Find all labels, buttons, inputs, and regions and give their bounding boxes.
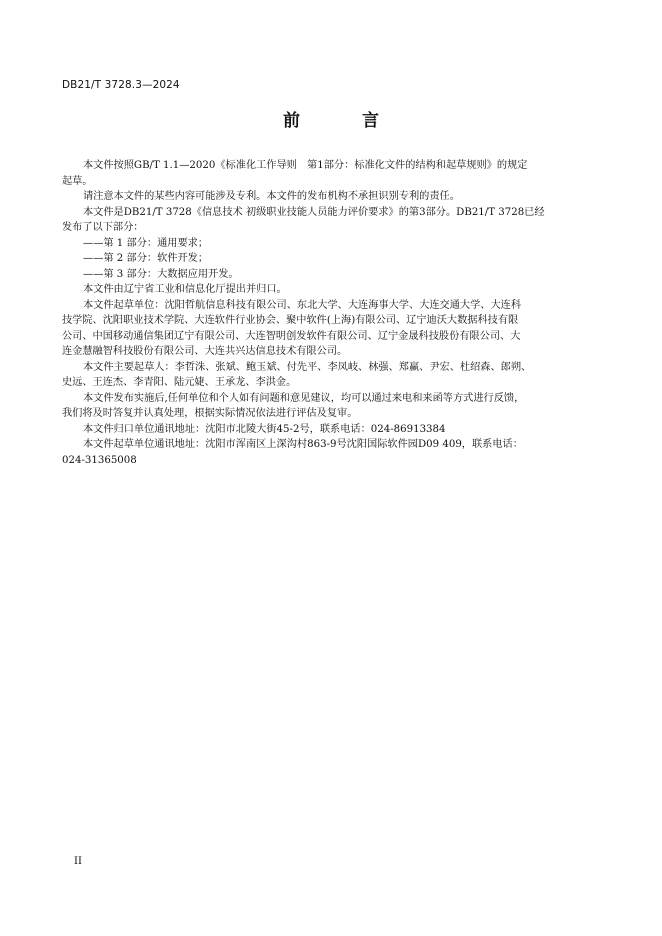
paragraph [62, 298, 602, 360]
paragraph-line: 连金慧融智科技股份有限公司、大连共兴达信息技术有限公司。 [62, 346, 348, 357]
paragraph-line: 发布了以下部分： [62, 222, 144, 233]
paragraph-line: 我们将及时答复并认真处理，根据实际情况依法进行评估及复审。 [62, 408, 358, 419]
paragraph-line: 本文件发布实施后,任何单位和个人如有问题和意见建议，均可以通过来电和来函等方式进行反馈， [83, 392, 525, 404]
paragraph [62, 205, 602, 236]
paragraph [62, 236, 602, 252]
paragraph-line: 技学院、沈阳职业技术学院、大连软件行业协会、聚中软件(上海)有限公司、辽宁迪沃大数据科技有限 [62, 315, 519, 326]
document-code: DB21/T 3728.3—2024 [62, 79, 180, 91]
paragraph-line: ——第 3 部分：大数据应用开发。 [83, 268, 239, 280]
paragraph-line: ——第 2 部分：软件开发； [83, 253, 209, 264]
paragraph-line: 本文件归口单位通讯地址：沈阳市北陵大街45-2号，联系电话：024-86913384 [83, 423, 446, 435]
paragraph-line: 本文件起草单位：沈阳哲航信息科技有限公司、东北大学、大连海事大学、大连交通大学、大连科 [83, 299, 522, 311]
paragraph-line: 公司、中国移动通信集团辽宁有限公司、大连智明创发软件有限公司、辽宁金晟科技股份有限公司、大 [62, 330, 521, 342]
paragraph-line: 本文件起草单位通讯地址：沈阳市浑南区上深沟村863-9号沈阳国际软件园D09 409，联系电话： [83, 439, 523, 450]
section-title [0, 106, 662, 131]
paragraph [62, 391, 602, 422]
paragraph [62, 267, 602, 283]
section-title-text: 前 言 [283, 111, 407, 131]
paragraph [62, 422, 602, 438]
document-body [62, 158, 602, 468]
paragraph-line: ——第 1 部分：通用要求； [83, 237, 209, 249]
paragraph-line: 本文件主要起草人：李哲洙、张斌、鲍玉斌、付先平、李凤岐、林强、郑赢、尹宏、杜绍森、郎朔、 [83, 361, 532, 373]
paragraph [62, 189, 602, 205]
paragraph [62, 437, 602, 468]
paragraph-line: 起草。 [62, 175, 93, 187]
paragraph-line: 请注意本文件的某些内容可能涉及专利。本文件的发布机构不承担识别专利的责任。 [83, 191, 460, 202]
paragraph-line: 本文件按照GB/T 1.1—2020《标准化工作导则 第1部分：标准化文件的结构和起草规则》的规定 [83, 160, 528, 171]
paragraph [62, 158, 602, 189]
paragraph-line: 本文件是DB21/T 3728《信息技术 初级职业技能人员能力评价要求》的第3部分。DB21/T 3728已经 [83, 206, 545, 218]
page-number: II [74, 856, 82, 867]
paragraph [62, 282, 602, 298]
paragraph-line: 本文件由辽宁省工业和信息化厅提出并归口。 [83, 284, 287, 295]
paragraph [62, 251, 602, 267]
paragraph-line: 024-31365008 [62, 454, 137, 466]
paragraph [62, 360, 602, 391]
paragraph-line: 史远、王连杰、李青阳、陆元婕、王承龙、李洪金。 [62, 377, 297, 388]
